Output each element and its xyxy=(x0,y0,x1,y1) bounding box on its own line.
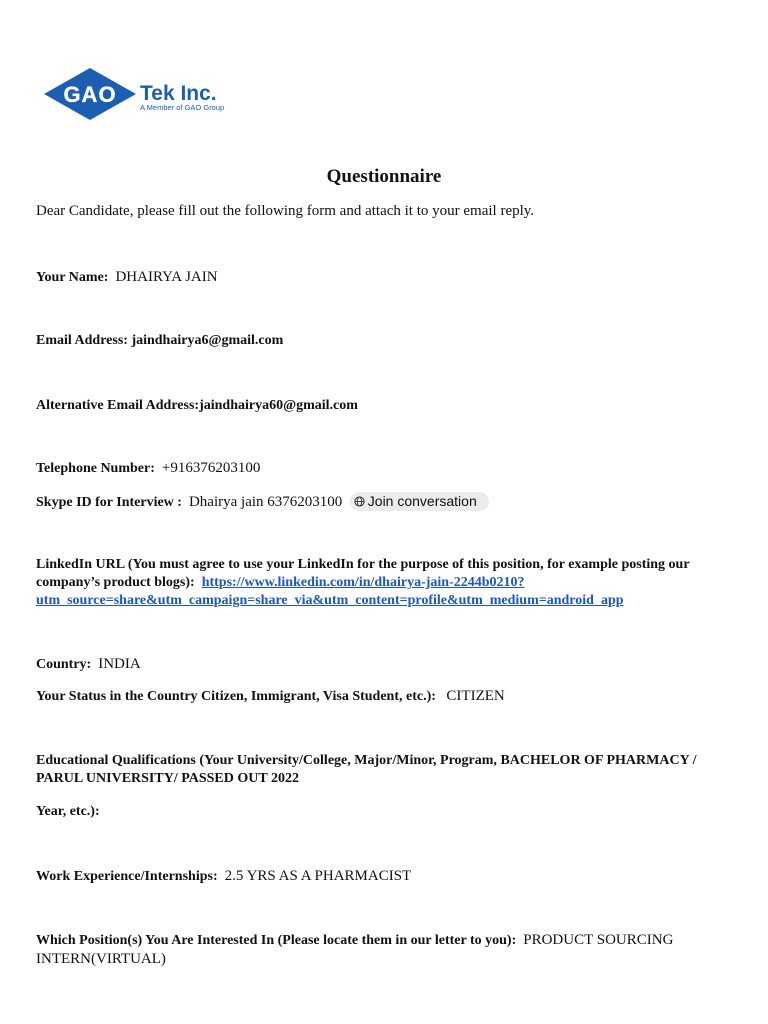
position-value: PRODUCT SOURCING INTERN(VIRTUAL) xyxy=(36,932,674,967)
page-title: Questionnaire xyxy=(326,166,442,187)
join-conversation-label: Join conversation xyxy=(367,493,477,509)
email-label: Email Address: xyxy=(36,333,128,348)
skype-value: Dhairya jain 6376203100 xyxy=(188,494,343,510)
skype-field xyxy=(36,492,736,512)
intro-text: Dear Candidate, please fill out the following form and attach it to your email reply. xyxy=(36,203,535,219)
linkedin-url-line2[interactable]: utm_source=share&utm_campaign=share_via&utm_content=profile&utm_medium=android_app xyxy=(36,593,624,608)
name-value: DHAIRYA JAIN xyxy=(115,269,218,285)
position-field xyxy=(36,931,736,969)
linkedin-field xyxy=(36,556,736,610)
logo-mark: GAO xyxy=(63,82,117,107)
email-value: jaindhairya6@gmail.com xyxy=(131,333,284,348)
linkedin-url-line1[interactable]: https://www.linkedin.com/in/dhairya-jain-2244b0210? xyxy=(201,575,525,590)
phone-label: Telephone Number: xyxy=(36,461,155,476)
linkedin-label: LinkedIn URL (You must agree to use your LinkedIn for the purpose of this position, for example posting our company’s product blogs): xyxy=(36,557,690,590)
status-value: CITIZEN xyxy=(446,688,505,704)
work-label: Work Experience/Internships: xyxy=(36,869,218,884)
work-value: 2.5 YRS AS A PHARMACIST xyxy=(224,868,412,884)
phone-field xyxy=(36,459,736,478)
logo-tagline: A Member of GAO Group xyxy=(140,103,225,112)
alt-email-field xyxy=(36,397,736,415)
country-value: INDIA xyxy=(98,656,141,672)
education-label: Educational Qualifications (Your University/College, Major/Minor, Program, xyxy=(36,753,497,768)
position-label: Which Position(s) You Are Interested In (Please locate them in our letter to you): xyxy=(36,933,517,948)
education-value: BACHELOR OF PHARMACY / PARUL UNIVERSITY/ PASSED OUT 2022 xyxy=(36,753,697,786)
alt-email-label: Alternative Email Address: xyxy=(36,398,200,413)
education-label-tail-row xyxy=(36,803,736,821)
skype-label: Skype ID for Interview : xyxy=(36,495,182,510)
country-field xyxy=(36,655,736,674)
name-field xyxy=(36,268,736,287)
email-field xyxy=(36,332,736,350)
work-field xyxy=(36,867,736,886)
status-label: Your Status in the Country Citizen, Immigrant, Visa Student, etc.): xyxy=(36,689,436,704)
alt-email-value: jaindhairya60@gmail.com xyxy=(199,398,358,413)
join-conversation-chip[interactable] xyxy=(350,492,489,511)
globe-icon xyxy=(354,496,365,507)
company-logo xyxy=(40,66,300,124)
phone-value: +916376203100 xyxy=(161,460,261,476)
country-label: Country: xyxy=(36,657,92,672)
logo-name: Tek Inc. xyxy=(140,82,217,105)
status-field xyxy=(36,687,736,706)
education-field xyxy=(36,752,736,788)
name-label: Your Name: xyxy=(36,270,109,285)
education-label-tail: Year, etc.): xyxy=(36,804,100,819)
